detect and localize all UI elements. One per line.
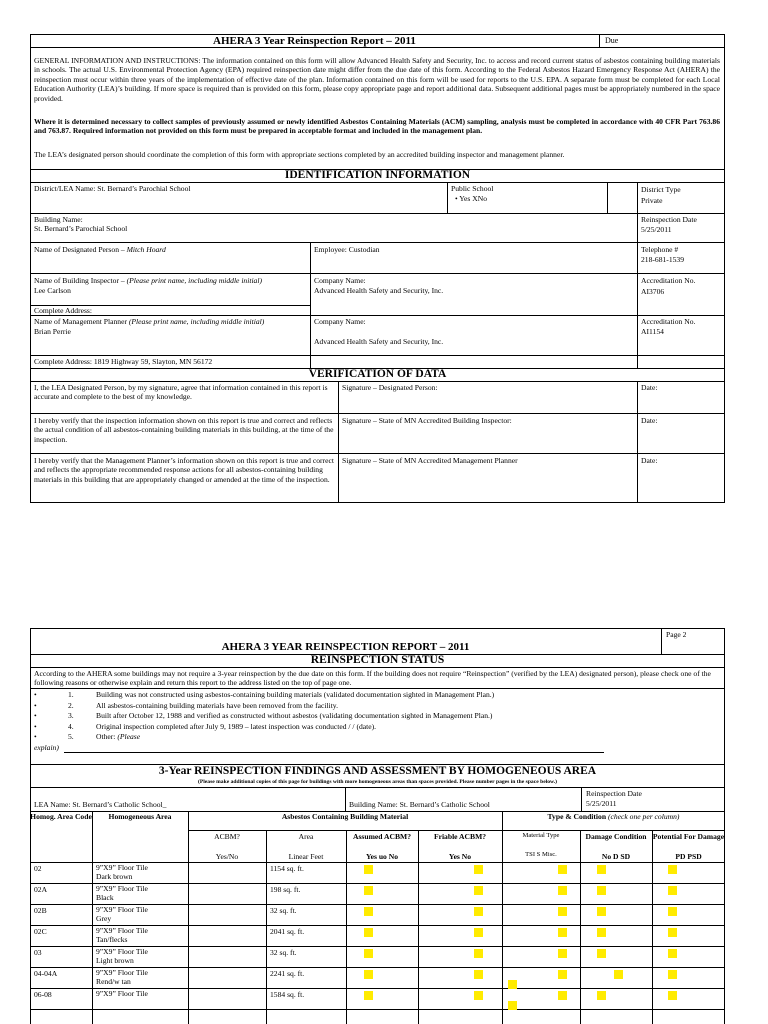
row-code[interactable]: 02A [34,885,48,894]
checkbox-mark[interactable] [474,970,483,979]
header-code: Homog. Area Code [30,812,92,821]
row-code[interactable]: 02C [34,927,47,936]
checkbox-mark[interactable] [558,886,567,895]
telephone-label: Telephone # [641,245,679,254]
checkbox-mark[interactable] [558,970,567,979]
reinspection-date-value[interactable]: 5/25/2011 [586,799,617,808]
row-area-color[interactable]: Tan/flecks [96,935,128,944]
divider [30,315,725,316]
checkbox-mark[interactable] [668,991,677,1000]
row-homogeneous-area[interactable]: 9”X9” Floor Tile [96,884,148,893]
planner-company-label: Company Name: [314,317,366,326]
planner-label: Name of Management Planner (Please print name, including middle initial) [34,317,265,326]
reason-item[interactable]: • 3. Built after October 12, 1988 and verified as constructed without asbestos (validating documentation sighted in Management Plan.) [34,711,493,720]
header-assumed-yn: Yes uo No [365,852,399,861]
page-2-title: AHERA 3 YEAR REINSPECTION REPORT – 2011 [221,641,470,653]
checkbox-mark[interactable] [474,949,483,958]
checkbox-mark[interactable] [508,980,517,989]
telephone-value[interactable]: 218-681-1539 [641,255,685,264]
verification-statement-2: I hereby verify that the inspection information shown on this report is true and correct and reflects the actual condition of all asbestos-containing building materials in this building, at the time of the inspection. [34,416,334,444]
designated-person-field[interactable]: Name of Designated Person – Mitch Hoard [34,245,166,254]
checkbox-mark[interactable] [597,991,606,1000]
reinspection-date-label: Reinspection Date [586,789,642,798]
status-intro: According to the AHERA some buildings may not require a 3-year reinspection by the due date on this form. If the building does not require “Reinspection” (verified by the LEA) designated person), please check one of the following reasons or otherwise explain and return this report to the address listed on the top of page one. [34,669,711,688]
explain-line[interactable] [64,752,604,753]
row-homogeneous-area[interactable]: 9”X9” Floor Tile [96,926,148,935]
date-field-3[interactable]: Date: [641,456,658,465]
row-code[interactable]: 04-04A [34,969,58,978]
divider [30,667,725,668]
row-homogeneous-area[interactable]: 9”X9” Floor Tile [96,905,148,914]
planner-address[interactable]: Complete Address: 1819 Highway 59, Slayton, MN 56172 [34,357,213,366]
header-friable-yn: Yes No [448,852,472,861]
checkbox-mark[interactable] [597,865,606,874]
checkbox-mark[interactable] [558,907,567,916]
planner-company-value[interactable]: Advanced Health Safety and Security, Inc. [314,337,444,346]
verification-statement-3: I hereby verify that the Management Planner’s information shown on this report is true and correct and reflects the appropriate recommended response actions for all asbestos-containing building materials in this building that are appropriately changed or amended at the time of the inspection. [34,456,334,484]
divider [30,242,725,243]
row-code[interactable]: 02B [34,906,47,915]
due-label: Due [605,36,619,45]
checkbox-mark[interactable] [364,865,373,874]
page-title: AHERA 3 Year Reinspection Report – 2011 [213,35,416,47]
checkbox-mark[interactable] [364,928,373,937]
inspector-value[interactable]: Lee Carlson [34,286,71,295]
header-homogeneous-area: Homogeneous Area [108,812,172,821]
checkbox-mark[interactable] [474,865,483,874]
checkbox-mark[interactable] [668,949,677,958]
reason-item[interactable]: • 5. Other: (Please [34,732,141,741]
header-material-type: Material Type [522,832,560,839]
reinspection-date-value[interactable]: 5/25/2011 [641,225,672,234]
company-value[interactable]: Advanced Health Safety and Security, Inc. [314,286,444,295]
building-name-label: Building Name: [34,215,83,224]
row-square-feet[interactable]: 2241 sq. ft. [270,969,305,978]
reason-item[interactable]: • 4. Original inspection completed after July 9, 1989 – latest inspection was conducted / / (date). [34,721,377,731]
divider [266,830,267,1024]
divider [188,830,725,831]
checkbox-mark[interactable] [508,1001,517,1010]
building-name[interactable]: Building Name: St. Bernard’s Catholic School [349,800,490,809]
divider [30,182,725,183]
divider [30,787,725,788]
header-area: Area [298,832,314,841]
checkbox-mark[interactable] [597,886,606,895]
header-damage: Damage Condition [585,832,647,841]
district-type-value[interactable]: Private [641,196,663,205]
general-instructions: GENERAL INFORMATION AND INSTRUCTIONS: The information contained on this form will allow Advanced Health Safety and Security, Inc. to access and record current status of asbestos containing building materials in schools. The actual U.S. Environmental Protection Agency (EPA) required reinspection date might differ from the due date of this form. According to the Federal Asbestos Hazard Emergency Response Act (AHERA) the reinspection must occur within three years of the implementation of effective date of the plan. Information contained on this form will be used for reports to the U.S. EPA. A separate form must be completed for each Local Education Authority (LEA)’s building. If more space is required than is provided on this form, please copy appropriate page and report additional data. Subsequent additional pages must be appropriately numbered in the space provided. [34,56,720,103]
header-friable: Friable ACBM? [433,832,487,841]
accreditation-label: Accreditation No. [641,276,696,285]
verification-heading: VERIFICATION OF DATA [308,368,447,380]
divider [581,787,582,811]
checkbox-mark[interactable] [614,970,623,979]
row-square-feet[interactable]: 32 sq. ft. [270,948,297,957]
row-square-feet[interactable]: 2041 sq. ft. [270,927,305,936]
row-square-feet[interactable]: 32 sq. ft. [270,906,297,915]
building-name-value[interactable]: St. Bernard’s Parochial School [34,224,128,233]
checkbox-mark[interactable] [474,886,483,895]
row-divider [30,1009,725,1010]
signature-designated-person[interactable]: Signature – Designated Person: [342,383,438,392]
district-type-label: District Type [641,185,681,194]
checkbox-mark[interactable] [668,970,677,979]
header-acbm: Asbestos Containing Building Material [281,812,409,821]
divider [30,413,725,414]
signature-building-inspector[interactable]: Signature – State of MN Accredited Building Inspector: [342,416,512,425]
sampling-notice: Where it is determined necessary to collect samples of previously assumed or newly identified Asbestos Containing Materials (ACM) sampling, analysis must be completed in accordance with 40 CFR Part 763.86 and 763.87. Required information not provided on this form must be prepared in acceptable format and included in the management plan. [34,117,720,136]
public-school-options[interactable]: • Yes XNo [455,194,487,203]
header-yes-no: Yes/No [215,852,239,861]
inspector-address-label[interactable]: Complete Address: [34,306,93,315]
row-square-feet[interactable]: 1584 sq. ft. [270,990,305,999]
divider [30,213,725,214]
divider [338,381,339,503]
divider [502,811,503,1024]
header-assumed: Assumed ACBM? [352,832,411,841]
row-homogeneous-area[interactable]: 9”X9” Floor Tile [96,989,148,998]
planner-accreditation[interactable]: AI1154 [641,327,664,336]
row-code[interactable]: 06-08 [34,990,52,999]
planner-value[interactable]: Brian Perrie [34,327,71,336]
public-school-label: Public School [451,184,494,193]
signature-management-planner[interactable]: Signature – State of MN Accredited Management Planner [342,456,518,465]
row-area-color[interactable]: Dark brown [96,872,133,881]
verification-statement-1: I, the LEA Designated Person, by my signature, agree that information contained in this report is accurate and complete to the best of my knowledge. [34,383,328,402]
row-area-color[interactable]: Rend/w tan [96,977,131,986]
divider [447,182,448,213]
coordinate-note: The LEA’s designated person should coordinate the completion of this form with appropriate sections completed by an accredited building inspector and management planner. [34,150,565,159]
checkbox-mark[interactable] [364,991,373,1000]
row-homogeneous-area[interactable]: 9”X9” Floor Tile [96,968,148,977]
reinspection-date-label: Reinspection Date [641,215,697,224]
inspector-label: Name of Building Inspector – (Please print name, including middle initial) [34,276,262,285]
checkbox-mark[interactable] [474,928,483,937]
checkbox-mark[interactable] [668,928,677,937]
row-area-color[interactable]: Grey [96,914,112,923]
checkbox-mark[interactable] [597,928,606,937]
row-code[interactable]: 02 [34,864,42,873]
reason-item[interactable]: • 1. Building was not constructed using asbestos-containing building materials (validated documentation sighted in Management Plan.) [34,690,495,699]
page-number: Page 2 [666,630,687,639]
header-type-condition: Type & Condition (check one per column) [547,812,680,821]
lea-name[interactable]: LEA Name: St. Bernard’s Catholic School_ [34,800,167,809]
divider [346,830,347,1024]
findings-subtitle: (Please make additional copies of this page for buildings with more homogeneous areas than spaces provided. Please number pages in the space below.) [197,779,558,785]
row-square-feet[interactable]: 1154 sq. ft. [270,864,304,873]
reason-item[interactable]: • 2. All asbestos-containing building materials have been removed from the facility. [34,700,339,710]
divider [92,811,93,1024]
header-linear-feet: Linear Feet [288,852,324,861]
divider [30,453,725,454]
divider [661,628,662,654]
divider [30,273,725,274]
employee-field[interactable]: Employee: Custodian [314,245,380,254]
header-potential-codes: PD PSD [675,852,702,861]
divider [345,787,346,811]
checkbox-mark[interactable] [558,928,567,937]
checkbox-mark[interactable] [474,907,483,916]
header-acbm-q: ACBM? [214,832,240,841]
divider [188,811,189,1024]
row-homogeneous-area[interactable]: 9”X9” Floor Tile [96,947,148,956]
header-potential: Potential For Damage [652,832,725,841]
checkbox-mark[interactable] [668,865,677,874]
divider [607,182,608,213]
divider [30,688,725,689]
date-field-2[interactable]: Date: [641,416,658,425]
divider [30,47,725,48]
divider [652,830,653,1024]
identification-heading: IDENTIFICATION INFORMATION [284,169,471,181]
checkbox-mark[interactable] [668,907,677,916]
checkbox-mark[interactable] [597,949,606,958]
row-homogeneous-area[interactable]: 9”X9” Floor Tile [96,863,148,872]
reason-list [34,690,720,743]
row-area-color[interactable]: Black [96,893,114,902]
divider [637,182,638,368]
divider [637,381,638,503]
checkbox-mark[interactable] [364,949,373,958]
divider [580,830,581,1024]
findings-heading: 3-Year REINSPECTION FINDINGS AND ASSESSMENT BY HOMOGENEOUS AREA [158,765,597,777]
explain-label: explain) [34,743,59,752]
row-square-feet[interactable]: 198 sq. ft. [270,885,301,894]
divider [30,355,725,356]
checkbox-mark[interactable] [558,991,567,1000]
checkbox-mark[interactable] [558,865,567,874]
header-material-codes: TSI S Misc. [525,851,557,858]
checkbox-mark[interactable] [364,886,373,895]
divider [30,381,725,382]
checkbox-mark[interactable] [668,886,677,895]
date-field-1[interactable]: Date: [641,383,658,392]
inspector-accreditation[interactable]: AI3706 [641,287,665,296]
checkbox-mark[interactable] [597,907,606,916]
checkbox-mark[interactable] [474,991,483,1000]
district-field[interactable]: District/LEA Name: St. Bernard’s Parochial School [34,184,191,193]
header-damage-codes: No D SD [601,852,631,861]
divider [310,242,311,368]
planner-accreditation-label: Accreditation No. [641,317,696,326]
row-code[interactable]: 03 [34,948,42,957]
checkbox-mark[interactable] [364,907,373,916]
row-area-color[interactable]: Light brown [96,956,134,965]
checkbox-mark[interactable] [364,970,373,979]
reinspection-status-heading: REINSPECTION STATUS [310,654,445,666]
divider [599,34,600,47]
divider [418,830,419,1024]
company-label: Company Name: [314,276,366,285]
checkbox-mark[interactable] [558,949,567,958]
